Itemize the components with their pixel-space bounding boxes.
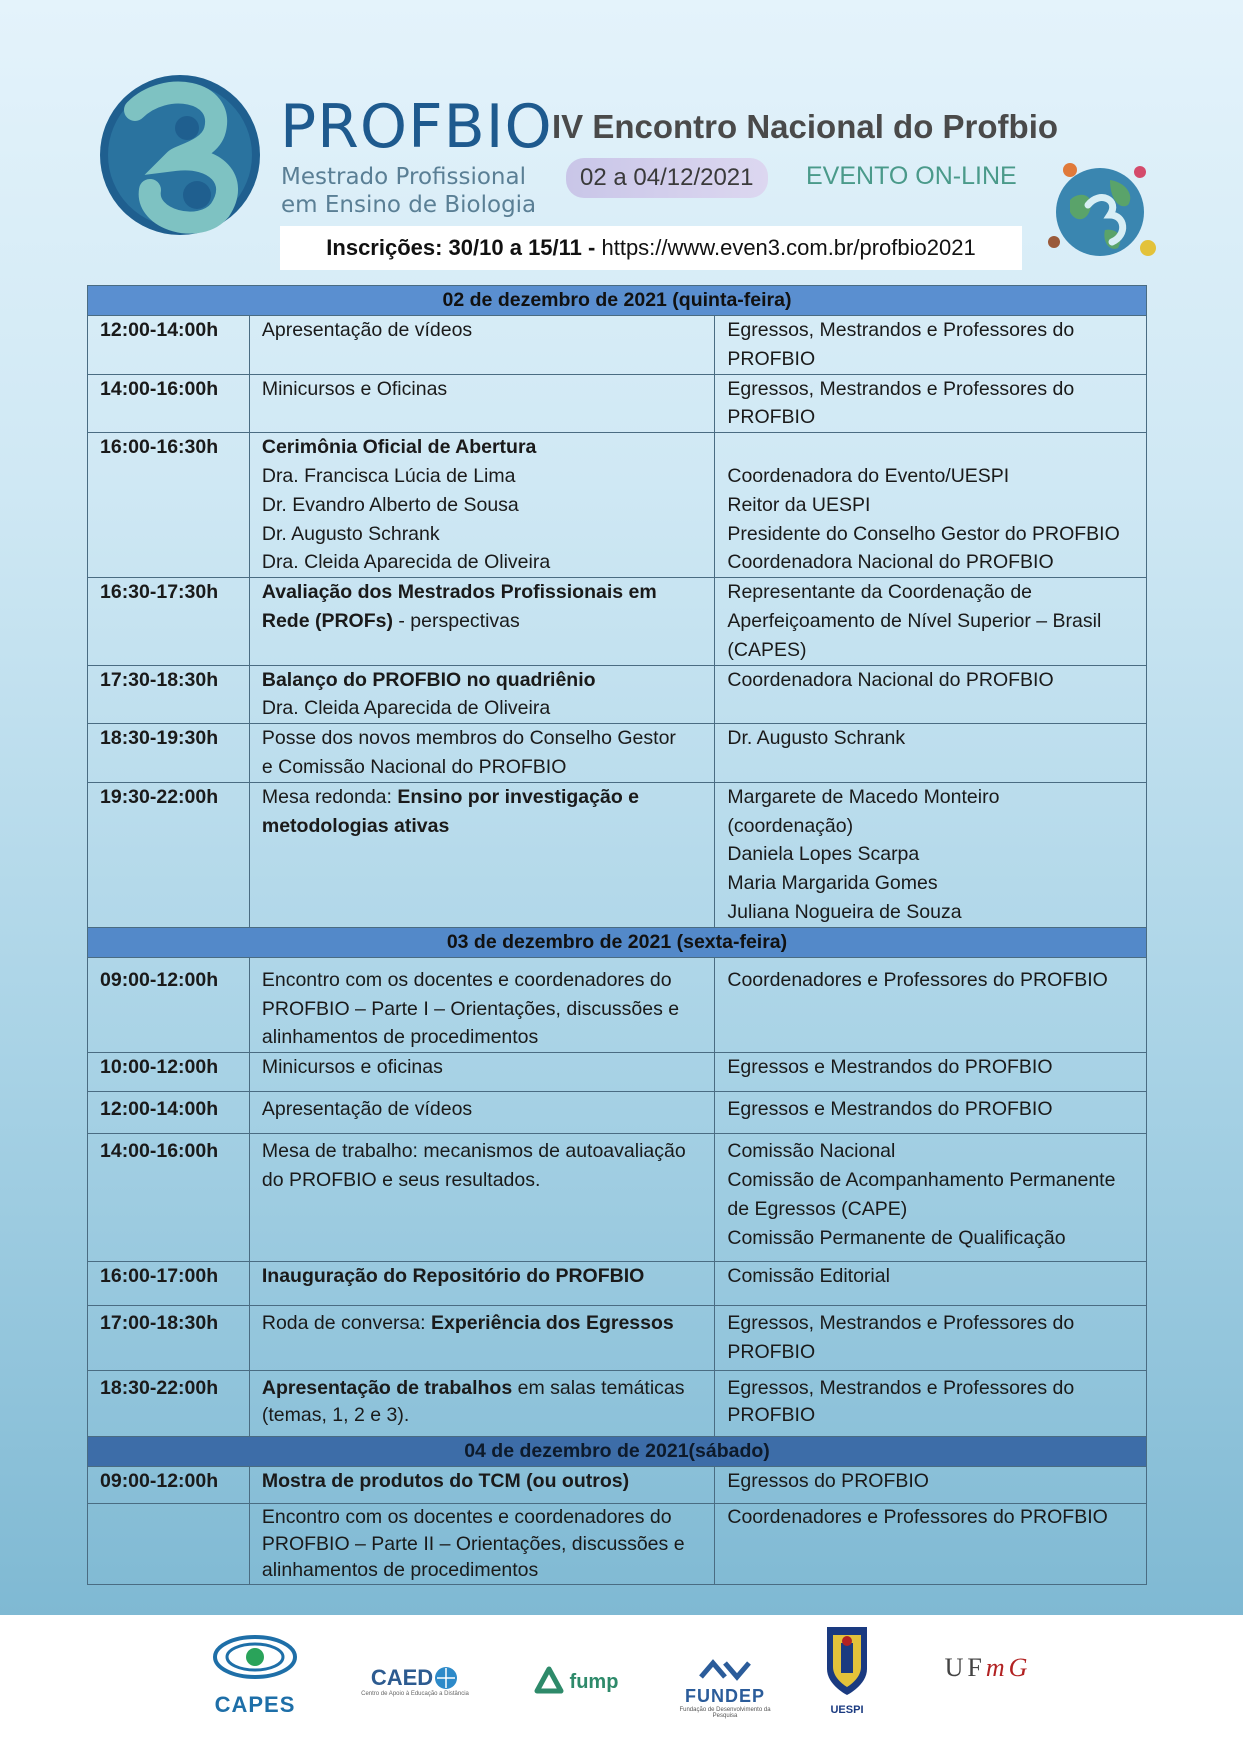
participants-cell	[715, 316, 1147, 375]
activity-cell	[249, 1053, 715, 1092]
activity-line: Encontro com os docentes e coordenadores do	[261, 1506, 672, 1529]
time-cell: 09:00-12:00h	[88, 957, 250, 1052]
time-cell: 09:00-12:00h	[88, 1467, 250, 1504]
activity-line: PROFBIO – Parte I – Orientações, discussões e	[261, 997, 680, 1020]
activity-title: Ensino por investigação e	[397, 785, 640, 808]
activity-line: Apresentação de vídeos	[261, 1098, 473, 1121]
activity-line: Dra. Francisca Lúcia de Lima	[261, 464, 516, 487]
activity-title: Cerimônia Oficial de Abertura	[261, 436, 537, 459]
time-cell: 19:30-22:00h	[88, 782, 250, 927]
table-row	[88, 1371, 1147, 1437]
participant-line: Dr. Augusto Schrank	[727, 727, 906, 750]
fundep-subtitle: Fundação de Desenvolvimento da Pesquisa	[679, 1707, 771, 1719]
participant-line: Representante da Coordenação de	[727, 581, 1033, 604]
uespi-logo	[812, 1623, 882, 1716]
participant-line: Egressos, Mestrandos e Professores do	[727, 377, 1075, 400]
activity-title: Rede (PROFs)	[261, 609, 393, 632]
activity-line: Dra. Cleida Aparecida de Oliveira	[261, 551, 551, 574]
brand-subtitle-line2: em Ensino de Biologia	[281, 192, 537, 218]
participant-line: Coordenadores e Professores do PROFBIO	[727, 1506, 1108, 1529]
participants-cell	[715, 1306, 1147, 1371]
table-row	[88, 1053, 1147, 1092]
day-header-row	[88, 927, 1147, 957]
activity-line: Mesa de trabalho: mecanismos de autoavaliação	[261, 1140, 686, 1163]
activity-line: do PROFBIO e seus resultados.	[261, 1168, 541, 1191]
participants-cell	[715, 957, 1147, 1052]
uespi-label: UESPI	[830, 1704, 864, 1716]
participant-line: Egressos, Mestrandos e Professores do	[727, 1312, 1075, 1335]
capes-logo	[205, 1627, 305, 1718]
event-mode: EVENTO ON-LINE	[806, 162, 1017, 190]
participant-line: de Egressos (CAPE)	[727, 1197, 908, 1220]
activity-line: Dra. Cleida Aparecida de Oliveira	[261, 697, 551, 720]
day-header-row	[88, 1437, 1147, 1467]
participant-line: Comissão Nacional	[727, 1140, 896, 1163]
time-cell: 10:00-12:00h	[88, 1053, 250, 1092]
participant-line: Comissão Editorial	[727, 1265, 890, 1288]
participant-line: Egressos do PROFBIO	[727, 1470, 929, 1493]
participants-cell	[715, 724, 1147, 783]
brand-name: PROFBIO	[280, 92, 553, 162]
table-row	[88, 1262, 1147, 1306]
participant-line: Juliana Nogueira de Souza	[727, 900, 962, 923]
registration-label: Inscrições: 30/10 a 15/11 -	[326, 235, 596, 260]
activity-cell	[249, 316, 715, 375]
time-cell: 17:30-18:30h	[88, 665, 250, 724]
registration-banner	[280, 226, 1022, 270]
table-row	[88, 724, 1147, 783]
activity-line: - perspectivas	[392, 609, 520, 632]
activity-line: Minicursos e oficinas	[261, 1056, 443, 1079]
profbio-logo-icon	[95, 70, 265, 240]
activity-line: em salas temáticas	[512, 1377, 685, 1400]
participants-cell	[715, 1092, 1147, 1134]
table-row	[88, 1306, 1147, 1371]
caed-label: CAED	[370, 1665, 434, 1690]
uespi-crest-icon	[821, 1623, 873, 1699]
participant-line: Maria Margarida Gomes	[727, 872, 938, 895]
participant-line: PROFBIO	[727, 347, 816, 370]
activity-line: Encontro com os docentes e coordenadores do	[261, 968, 672, 991]
activity-cell	[249, 374, 715, 433]
participant-line: Coordenadora do Evento/UESPI	[727, 464, 1010, 487]
time-cell: 16:30-17:30h	[88, 578, 250, 665]
fump-label: fump	[569, 1670, 619, 1693]
brand-subtitle-line1: Mestrado Profissional	[281, 164, 526, 190]
participant-line: Coordenadores e Professores do PROFBIO	[727, 968, 1108, 991]
caed-globe-icon	[433, 1665, 459, 1691]
participant-line: Presidente do Conselho Gestor do PROFBIO	[727, 522, 1120, 545]
activity-title: Experiência dos Egressos	[430, 1312, 674, 1335]
table-row	[88, 665, 1147, 724]
participant-line: (CAPES)	[727, 638, 807, 661]
participants-cell	[715, 1262, 1147, 1306]
participant-line: PROFBIO	[727, 406, 816, 429]
participant-line: Margarete de Macedo Monteiro	[727, 785, 1000, 808]
caed-subtitle: Centro de Apoio à Educação a Distância	[361, 1691, 469, 1697]
participant-line: PROFBIO	[727, 1403, 816, 1426]
caed-logo	[360, 1665, 470, 1697]
participant-line: Daniela Lopes Scarpa	[727, 843, 920, 866]
brand-subtitle	[281, 163, 536, 219]
capes-label: CAPES	[214, 1692, 296, 1717]
participant-line: Comissão de Acompanhamento Permanente	[727, 1168, 1116, 1191]
participant-line: Egressos, Mestrandos e Professores do	[727, 1377, 1075, 1400]
time-cell: 14:00-16:00h	[88, 374, 250, 433]
participant-line: Aperfeiçoamento de Nível Superior – Brasil	[727, 609, 1102, 632]
activity-title: Apresentação de trabalhos	[261, 1377, 513, 1400]
time-cell: 12:00-14:00h	[88, 316, 250, 375]
table-row	[88, 1092, 1147, 1134]
activity-line: alinhamentos de procedimentos	[261, 1026, 539, 1049]
participants-cell	[715, 1467, 1147, 1504]
activity-cell	[249, 1467, 715, 1504]
table-row	[88, 578, 1147, 665]
footer-logos	[0, 1615, 1243, 1757]
time-cell: 16:00-16:30h	[88, 433, 250, 578]
time-cell: 17:00-18:30h	[88, 1306, 250, 1371]
participant-line: Egressos e Mestrandos do PROFBIO	[727, 1098, 1053, 1121]
activity-title: Mostra de produtos do TCM (ou outros)	[261, 1470, 630, 1493]
participant-line: Egressos, Mestrandos e Professores do	[727, 319, 1075, 341]
participants-cell	[715, 665, 1147, 724]
event-title: IV Encontro Nacional do Profbio	[552, 108, 1059, 145]
table-row	[88, 374, 1147, 433]
activity-cell	[249, 724, 715, 783]
time-cell: 12:00-14:00h	[88, 1092, 250, 1134]
schedule-table	[87, 285, 1147, 1585]
activity-title: Inauguração do Repositório do PROFBIO	[261, 1265, 645, 1288]
day-header: 04 de dezembro de 2021(sábado)	[88, 1437, 1147, 1467]
participants-cell	[715, 1504, 1147, 1585]
day-header: 02 de dezembro de 2021 (quinta-feira)	[88, 286, 1147, 316]
activity-line: Dr. Augusto Schrank	[261, 522, 440, 545]
activity-line: Roda de conversa:	[261, 1312, 431, 1335]
participant-line: Reitor da UESPI	[727, 493, 871, 516]
registration-url[interactable]: https://www.even3.com.br/profbio2021	[601, 235, 976, 260]
capes-swirl-icon	[210, 1627, 300, 1687]
participants-cell	[715, 578, 1147, 665]
activity-line: Apresentação de vídeos	[261, 319, 473, 341]
day-header-row	[88, 286, 1147, 316]
activity-cell	[249, 957, 715, 1052]
fundep-logo	[675, 1657, 775, 1719]
participant-line: PROFBIO	[727, 1340, 816, 1363]
ufmg-logo	[928, 1653, 1048, 1683]
activity-cell	[249, 1134, 715, 1262]
time-cell: 16:00-17:00h	[88, 1262, 250, 1306]
time-cell: 14:00-16:00h	[88, 1134, 250, 1262]
activity-cell	[249, 1504, 715, 1585]
time-cell	[88, 1504, 250, 1585]
participant-line: (coordenação)	[727, 814, 854, 837]
activity-cell	[249, 1371, 715, 1437]
activity-line: (temas, 1, 2 e 3).	[261, 1403, 410, 1426]
activity-cell	[249, 1306, 715, 1371]
activity-line: Posse dos novos membros do Conselho Gestor	[261, 727, 676, 750]
participants-cell	[715, 1371, 1147, 1437]
participants-cell	[715, 1134, 1147, 1262]
fump-logo	[525, 1665, 625, 1699]
activity-line: Minicursos e Oficinas	[261, 377, 448, 400]
participant-line: Coordenadora Nacional do PROFBIO	[727, 551, 1054, 574]
globe-icon	[1040, 150, 1160, 270]
activity-title: Avaliação dos Mestrados Profissionais em	[261, 581, 657, 604]
table-row	[88, 782, 1147, 927]
participants-cell	[715, 374, 1147, 433]
fump-recycle-icon	[532, 1665, 566, 1699]
activity-cell	[249, 1262, 715, 1306]
table-row	[88, 957, 1147, 1052]
participants-cell	[715, 433, 1147, 578]
participants-cell	[715, 1053, 1147, 1092]
table-row	[88, 1504, 1147, 1585]
table-row	[88, 316, 1147, 375]
activity-title: Balanço do PROFBIO no quadriênio	[261, 668, 596, 691]
participant-line: Coordenadora Nacional do PROFBIO	[727, 668, 1054, 691]
activity-cell	[249, 1092, 715, 1134]
activity-cell	[249, 433, 715, 578]
activity-cell	[249, 665, 715, 724]
activity-line: Mesa redonda:	[261, 785, 398, 808]
activity-line: alinhamentos de procedimentos	[261, 1559, 539, 1582]
participant-line: Egressos e Mestrandos do PROFBIO	[727, 1056, 1053, 1079]
table-row	[88, 1134, 1147, 1262]
activity-line: e Comissão Nacional do PROFBIO	[261, 755, 567, 778]
event-dates: 02 a 04/12/2021	[566, 158, 768, 198]
time-cell: 18:30-19:30h	[88, 724, 250, 783]
table-row	[88, 1467, 1147, 1504]
table-row	[88, 433, 1147, 578]
participant-line: Comissão Permanente de Qualificação	[727, 1226, 1066, 1249]
activity-line: Dr. Evandro Alberto de Sousa	[261, 493, 519, 516]
participants-cell	[715, 782, 1147, 927]
ufmg-label: UFmG	[944, 1653, 1032, 1682]
activity-cell	[249, 578, 715, 665]
fundep-arrows-icon	[695, 1657, 755, 1681]
activity-cell	[249, 782, 715, 927]
time-cell: 18:30-22:00h	[88, 1371, 250, 1437]
fundep-label: FUNDEP	[684, 1686, 765, 1706]
day-header: 03 de dezembro de 2021 (sexta-feira)	[88, 927, 1147, 957]
activity-title: metodologias ativas	[261, 814, 450, 837]
activity-line: PROFBIO – Parte II – Orientações, discussões e	[261, 1532, 685, 1555]
